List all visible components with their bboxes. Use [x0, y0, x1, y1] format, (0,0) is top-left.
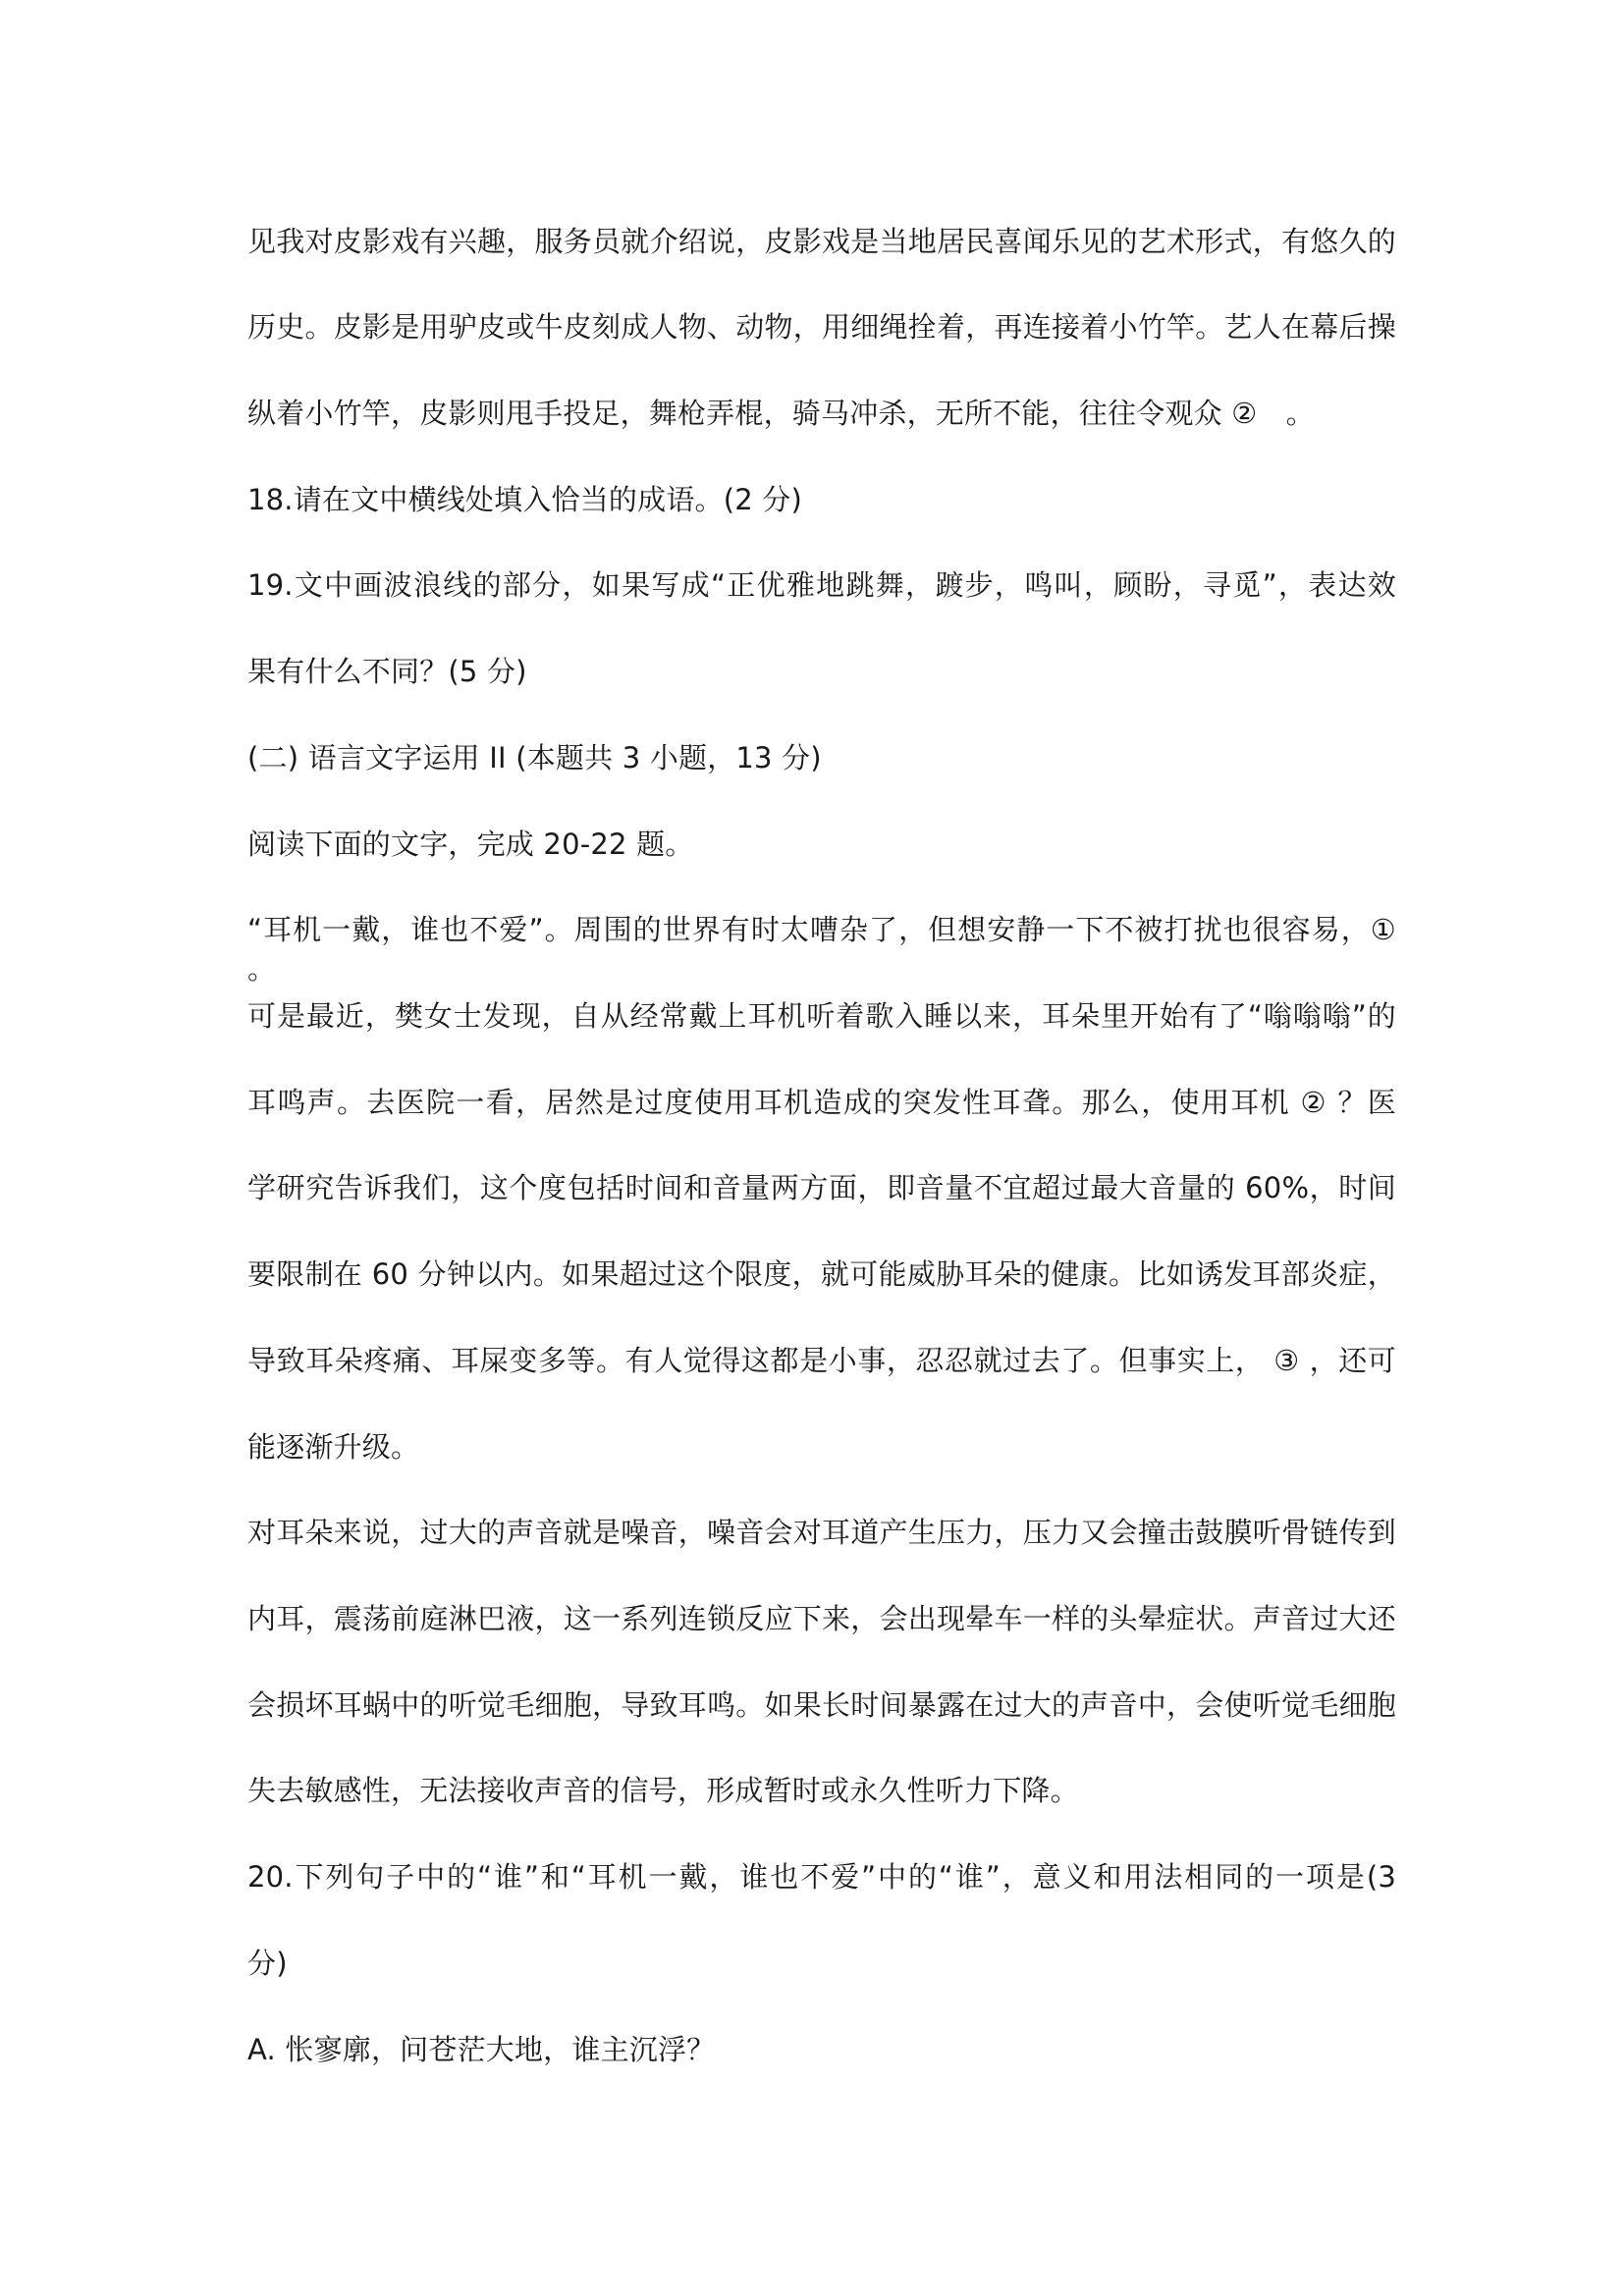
- passage2-line-2: 可是最近，樊女士发现，自从经常戴上耳机听着歌入睡以来，耳朵里开始有了“嗡嗡嗡”的: [247, 999, 1396, 1033]
- passage-line-3: 纵着小竹竿，皮影则甩手投足，舞枪弄棍，骑马冲杀，无所不能，往往令观众 ② 。: [247, 397, 1315, 430]
- question-19-line-1: 19.文中画波浪线的部分，如果写成“正优雅地跳舞，踱步，鸣叫，顾盼，寻觅”，表达效: [247, 568, 1396, 602]
- question-18: 18.请在文中横线处填入恰当的成语。(2 分): [247, 483, 803, 516]
- passage3-line-2: 内耳，震荡前庭淋巴液，这一系列连锁反应下来，会出现晕车一样的头晕症状。声音过大还: [247, 1602, 1396, 1635]
- question-20-line-2: 分): [247, 1947, 288, 1980]
- passage2-line-7: 能逐渐升级。: [247, 1430, 420, 1464]
- passage2-line-3: 耳鸣声。去医院一看，居然是过度使用耳机造成的突发性耳聋。那么，使用耳机 ② ？医: [247, 1086, 1396, 1119]
- passage-line-2: 历史。皮影是用驴皮或牛皮刻成人物、动物，用细绳拴着，再连接着小竹竿。艺人在幕后操: [247, 310, 1396, 344]
- passage2-line-5: 要限制在 60 分钟以内。如果超过这个限度，就可能威胁耳朵的健康。比如诱发耳部炎症，: [247, 1257, 1396, 1291]
- passage3-line-3: 会损坏耳蜗中的听觉毛细胞，导致耳鸣。如果长时间暴露在过大的声音中，会使听觉毛细胞: [247, 1688, 1396, 1722]
- passage2-line-6: 导致耳朵疼痛、耳屎变多等。有人觉得这都是小事，忍忍就过去了。但事实上， ③ ，还可: [247, 1344, 1396, 1377]
- option-a: A. 怅寥廓，问苍茫大地，谁主沉浮？: [247, 2033, 716, 2066]
- question-19-line-2: 果有什么不同？(5 分): [247, 655, 527, 688]
- passage2-line-1: “耳机一戴，谁也不爱”。周围的世界有时太嘈杂了，但想安静一下不被打扰也很容易，① 。: [247, 913, 1396, 986]
- reading-instruction: 阅读下面的文字，完成 20-22 题。: [247, 828, 694, 861]
- question-20-line-1: 20.下列句子中的“谁”和“耳机一戴，谁也不爱”中的“谁”，意义和用法相同的一项是(3: [247, 1860, 1396, 1894]
- section-heading: (二) 语言文字运用 II (本题共 3 小题，13 分): [247, 741, 822, 774]
- passage3-line-1: 对耳朵来说，过大的声音就是噪音，噪音会对耳道产生压力，压力又会撞击鼓膜听骨链传到: [247, 1516, 1396, 1549]
- passage-line-1: 见我对皮影戏有兴趣，服务员就介绍说，皮影戏是当地居民喜闻乐见的艺术形式，有悠久的: [247, 225, 1396, 258]
- passage2-line-4: 学研究告诉我们，这个度包括时间和音量两方面，即音量不宜超过最大音量的 60%，时间: [247, 1171, 1396, 1204]
- passage3-line-4: 失去敏感性，无法接收声音的信号，形成暂时或永久性听力下降。: [247, 1774, 1079, 1807]
